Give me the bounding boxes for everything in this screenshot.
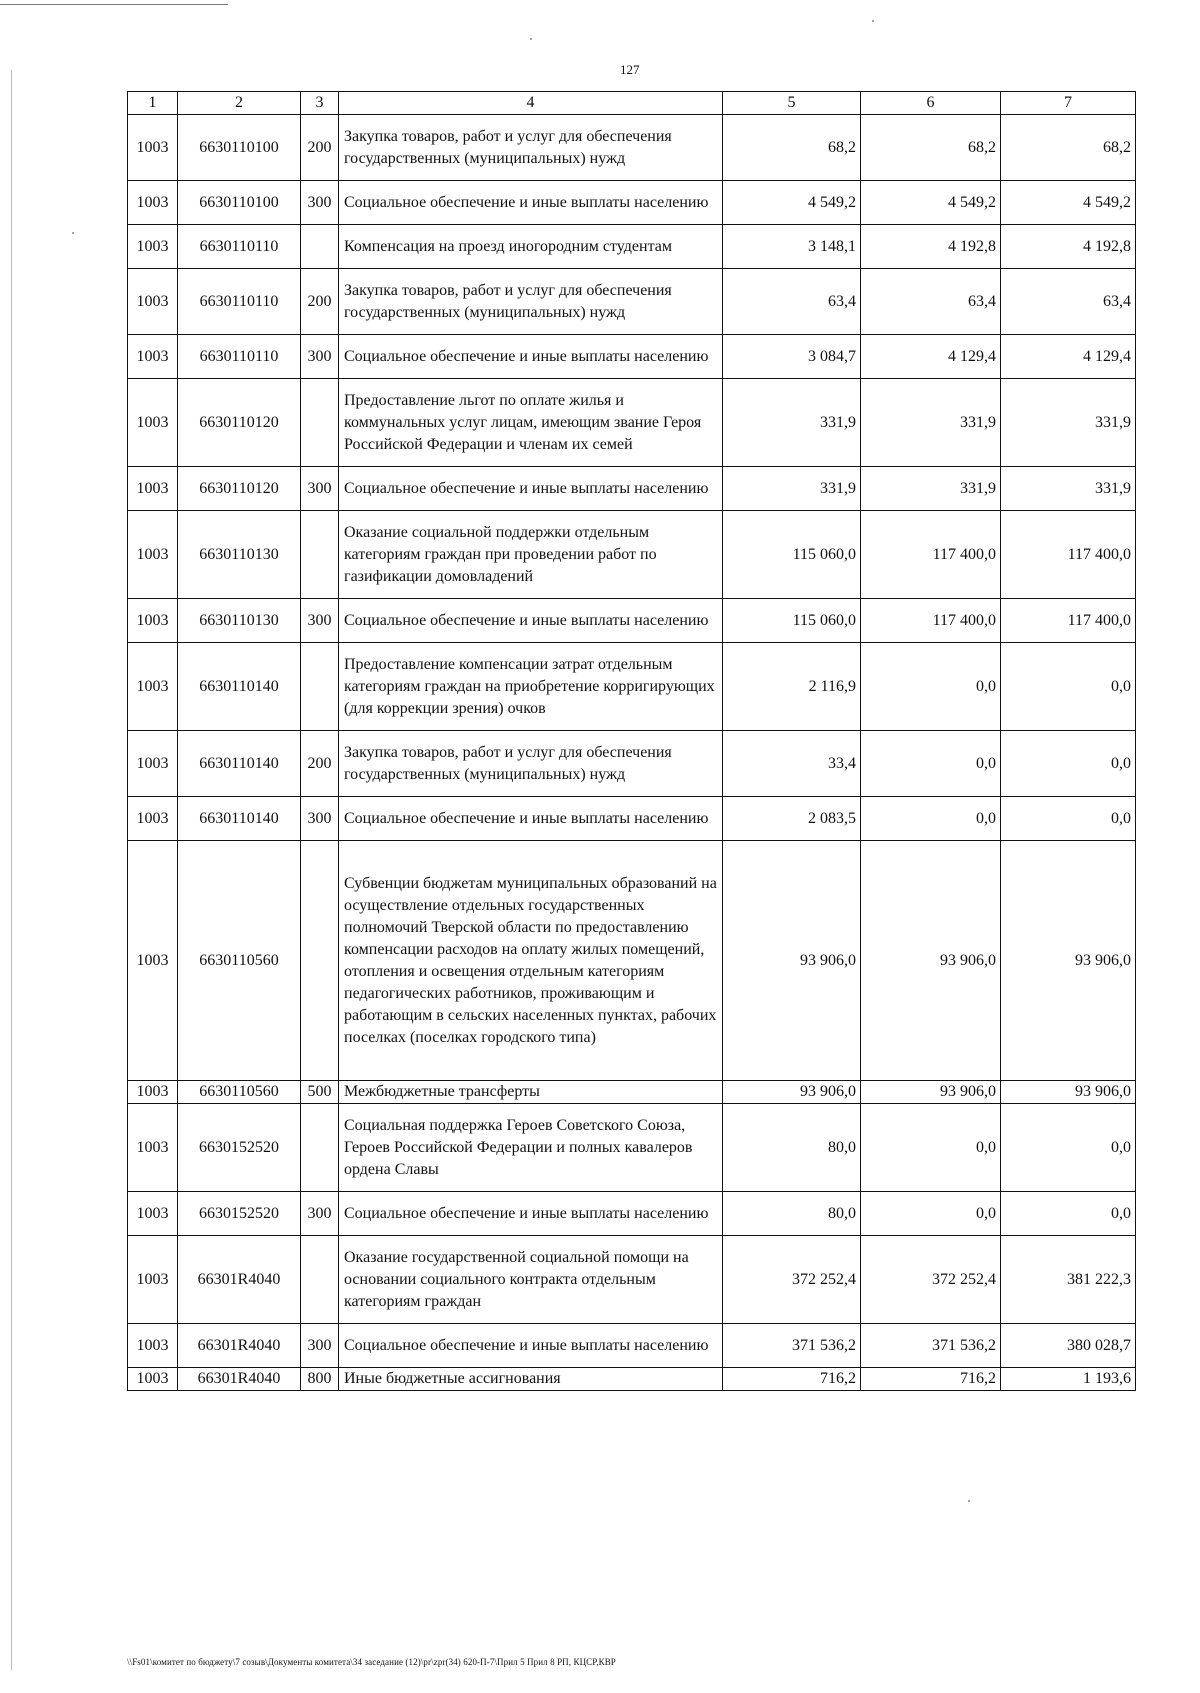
- amount-col7-cell: 0,0: [1001, 1104, 1136, 1192]
- description-cell: Закупка товаров, работ и услуг для обеспечения государственных (муниципальных) нужд: [339, 731, 723, 797]
- amount-col6-cell: 4 192,8: [861, 225, 1001, 269]
- file-path-footer: \\Fs01\комитет по бюджету\7 созыв\Документы комитета\34 заседание (12)\pr\zpr(34) 620-П-7\Прил 5 Прил 8 РП, КЦСР,КВР: [127, 1657, 616, 1667]
- amount-col6-cell: 0,0: [861, 731, 1001, 797]
- table-row: [128, 731, 1136, 797]
- target-article-cell: 6630110140: [178, 731, 301, 797]
- section-code-cell: 1003: [128, 599, 178, 643]
- description-cell: Субвенции бюджетам муниципальных образований на осуществление отдельных государственных полномочий Тверской области по предоставлению компенсации расходов на оплату жилых помещений, отопления и освещения отдельным категориям педагогических работников, проживающим и работающим в сельских населенных пунктах, рабочих поселках (поселках городского типа): [339, 841, 723, 1081]
- amount-col6-cell: 0,0: [861, 797, 1001, 841]
- amount-col5-cell: 93 906,0: [723, 841, 861, 1081]
- amount-col5-cell: 371 536,2: [723, 1324, 861, 1368]
- expense-type-cell: 800: [301, 1368, 339, 1391]
- section-code-cell: 1003: [128, 379, 178, 467]
- header-cell: 2: [178, 92, 301, 115]
- section-code-cell: 1003: [128, 115, 178, 181]
- section-code-cell: 1003: [128, 269, 178, 335]
- table-row: [128, 599, 1136, 643]
- amount-col6-cell: 331,9: [861, 467, 1001, 511]
- scan-speck: [72, 232, 74, 234]
- scan-speck: [530, 38, 532, 40]
- description-cell: Социальное обеспечение и иные выплаты населению: [339, 1324, 723, 1368]
- target-article-cell: 66301R4040: [178, 1368, 301, 1391]
- amount-col5-cell: 80,0: [723, 1104, 861, 1192]
- expense-type-cell: [301, 379, 339, 467]
- table-row: [128, 225, 1136, 269]
- header-cell: 4: [339, 92, 723, 115]
- target-article-cell: 6630110120: [178, 467, 301, 511]
- amount-col7-cell: 0,0: [1001, 643, 1136, 731]
- table-row: [128, 269, 1136, 335]
- amount-col6-cell: 117 400,0: [861, 511, 1001, 599]
- target-article-cell: 6630110560: [178, 1081, 301, 1104]
- section-code-cell: 1003: [128, 1192, 178, 1236]
- expense-type-cell: [301, 1236, 339, 1324]
- amount-col7-cell: 4 129,4: [1001, 335, 1136, 379]
- expense-type-cell: 300: [301, 181, 339, 225]
- amount-col5-cell: 115 060,0: [723, 599, 861, 643]
- expense-type-cell: 200: [301, 269, 339, 335]
- amount-col6-cell: 0,0: [861, 643, 1001, 731]
- section-code-cell: 1003: [128, 1236, 178, 1324]
- amount-col7-cell: 381 222,3: [1001, 1236, 1136, 1324]
- amount-col6-cell: 371 536,2: [861, 1324, 1001, 1368]
- amount-col5-cell: 80,0: [723, 1192, 861, 1236]
- amount-col7-cell: 63,4: [1001, 269, 1136, 335]
- target-article-cell: 66301R4040: [178, 1236, 301, 1324]
- expense-type-cell: [301, 1104, 339, 1192]
- budget-table: [127, 91, 1136, 1391]
- target-article-cell: 6630110140: [178, 643, 301, 731]
- description-cell: Социальное обеспечение и иные выплаты населению: [339, 181, 723, 225]
- target-article-cell: 6630152520: [178, 1104, 301, 1192]
- section-code-cell: 1003: [128, 731, 178, 797]
- amount-col7-cell: 0,0: [1001, 1192, 1136, 1236]
- table-row: [128, 1104, 1136, 1192]
- amount-col5-cell: 2 083,5: [723, 797, 861, 841]
- amount-col5-cell: 331,9: [723, 467, 861, 511]
- expense-type-cell: [301, 643, 339, 731]
- description-cell: Оказание социальной поддержки отдельным категориям граждан при проведении работ по газификации домовладений: [339, 511, 723, 599]
- amount-col7-cell: 4 192,8: [1001, 225, 1136, 269]
- scan-speck: [968, 1500, 970, 1502]
- target-article-cell: 6630110110: [178, 269, 301, 335]
- header-row: [128, 92, 1136, 115]
- section-code-cell: 1003: [128, 335, 178, 379]
- amount-col6-cell: 93 906,0: [861, 1081, 1001, 1104]
- section-code-cell: 1003: [128, 797, 178, 841]
- amount-col5-cell: 331,9: [723, 379, 861, 467]
- amount-col7-cell: 380 028,7: [1001, 1324, 1136, 1368]
- target-article-cell: 6630110110: [178, 225, 301, 269]
- amount-col6-cell: 0,0: [861, 1104, 1001, 1192]
- amount-col6-cell: 331,9: [861, 379, 1001, 467]
- section-code-cell: 1003: [128, 181, 178, 225]
- amount-col7-cell: 1 193,6: [1001, 1368, 1136, 1391]
- amount-col5-cell: 115 060,0: [723, 511, 861, 599]
- amount-col7-cell: 0,0: [1001, 797, 1136, 841]
- table-row: [128, 797, 1136, 841]
- scan-speck: [872, 20, 874, 22]
- target-article-cell: 66301R4040: [178, 1324, 301, 1368]
- target-article-cell: 6630110140: [178, 797, 301, 841]
- expense-type-cell: [301, 841, 339, 1081]
- description-cell: Иные бюджетные ассигнования: [339, 1368, 723, 1391]
- page-number: 127: [620, 62, 640, 77]
- amount-col7-cell: 4 549,2: [1001, 181, 1136, 225]
- description-cell: Предоставление компенсации затрат отдельным категориям граждан на приобретение корригирующих (для коррекции зрения) очков: [339, 643, 723, 731]
- scan-top-line: [0, 4, 228, 5]
- target-article-cell: 6630110120: [178, 379, 301, 467]
- amount-col7-cell: 117 400,0: [1001, 511, 1136, 599]
- description-cell: Закупка товаров, работ и услуг для обеспечения государственных (муниципальных) нужд: [339, 115, 723, 181]
- description-cell: Межбюджетные трансферты: [339, 1081, 723, 1104]
- table-row: [128, 643, 1136, 731]
- amount-col6-cell: 0,0: [861, 1192, 1001, 1236]
- amount-col5-cell: 372 252,4: [723, 1236, 861, 1324]
- section-code-cell: 1003: [128, 467, 178, 511]
- amount-col5-cell: 63,4: [723, 269, 861, 335]
- amount-col6-cell: 117 400,0: [861, 599, 1001, 643]
- table-row: [128, 181, 1136, 225]
- scan-left-margin-line: [11, 70, 12, 1670]
- amount-col5-cell: 3 148,1: [723, 225, 861, 269]
- section-code-cell: 1003: [128, 643, 178, 731]
- amount-col6-cell: 4 129,4: [861, 335, 1001, 379]
- amount-col7-cell: 117 400,0: [1001, 599, 1136, 643]
- table-row: [128, 115, 1136, 181]
- amount-col7-cell: 331,9: [1001, 379, 1136, 467]
- table-row: [128, 511, 1136, 599]
- description-cell: Социальное обеспечение и иные выплаты населению: [339, 335, 723, 379]
- description-cell: Оказание государственной социальной помощи на основании социального контракта отдельным категориям граждан: [339, 1236, 723, 1324]
- section-code-cell: 1003: [128, 225, 178, 269]
- expense-type-cell: 300: [301, 467, 339, 511]
- section-code-cell: 1003: [128, 511, 178, 599]
- expense-type-cell: 300: [301, 1192, 339, 1236]
- table-row: [128, 335, 1136, 379]
- section-code-cell: 1003: [128, 1324, 178, 1368]
- target-article-cell: 6630110110: [178, 335, 301, 379]
- amount-col6-cell: 93 906,0: [861, 841, 1001, 1081]
- amount-col7-cell: 331,9: [1001, 467, 1136, 511]
- expense-type-cell: 500: [301, 1081, 339, 1104]
- expense-type-cell: [301, 511, 339, 599]
- section-code-cell: 1003: [128, 1081, 178, 1104]
- section-code-cell: 1003: [128, 841, 178, 1081]
- amount-col6-cell: 68,2: [861, 115, 1001, 181]
- header-cell: 3: [301, 92, 339, 115]
- amount-col6-cell: 372 252,4: [861, 1236, 1001, 1324]
- amount-col7-cell: 93 906,0: [1001, 1081, 1136, 1104]
- header-cell: 7: [1001, 92, 1136, 115]
- header-cell: 6: [861, 92, 1001, 115]
- amount-col5-cell: 4 549,2: [723, 181, 861, 225]
- target-article-cell: 6630110130: [178, 599, 301, 643]
- amount-col5-cell: 2 116,9: [723, 643, 861, 731]
- expense-type-cell: 200: [301, 731, 339, 797]
- table-row: [128, 1236, 1136, 1324]
- description-cell: Социальное обеспечение и иные выплаты населению: [339, 1192, 723, 1236]
- table-row: [128, 1192, 1136, 1236]
- section-code-cell: 1003: [128, 1104, 178, 1192]
- amount-col5-cell: 68,2: [723, 115, 861, 181]
- description-cell: Закупка товаров, работ и услуг для обеспечения государственных (муниципальных) нужд: [339, 269, 723, 335]
- section-code-cell: 1003: [128, 1368, 178, 1391]
- amount-col6-cell: 716,2: [861, 1368, 1001, 1391]
- target-article-cell: 6630110130: [178, 511, 301, 599]
- description-cell: Социальное обеспечение и иные выплаты населению: [339, 797, 723, 841]
- expense-type-cell: 300: [301, 599, 339, 643]
- description-cell: Компенсация на проезд иногородним студентам: [339, 225, 723, 269]
- table-row: [128, 1324, 1136, 1368]
- expense-type-cell: 300: [301, 1324, 339, 1368]
- target-article-cell: 6630110100: [178, 181, 301, 225]
- target-article-cell: 6630152520: [178, 1192, 301, 1236]
- description-cell: Социальная поддержка Героев Советского Союза, Героев Российской Федерации и полных кавалеров ордена Славы: [339, 1104, 723, 1192]
- table-row: [128, 467, 1136, 511]
- amount-col6-cell: 4 549,2: [861, 181, 1001, 225]
- expense-type-cell: [301, 225, 339, 269]
- target-article-cell: 6630110560: [178, 841, 301, 1081]
- amount-col7-cell: 0,0: [1001, 731, 1136, 797]
- header-cell: 1: [128, 92, 178, 115]
- target-article-cell: 6630110100: [178, 115, 301, 181]
- amount-col7-cell: 93 906,0: [1001, 841, 1136, 1081]
- description-cell: Социальное обеспечение и иные выплаты населению: [339, 599, 723, 643]
- amount-col5-cell: 33,4: [723, 731, 861, 797]
- amount-col5-cell: 716,2: [723, 1368, 861, 1391]
- expense-type-cell: 200: [301, 115, 339, 181]
- amount-col6-cell: 63,4: [861, 269, 1001, 335]
- table-row: [128, 1081, 1136, 1104]
- expense-type-cell: 300: [301, 335, 339, 379]
- expense-type-cell: 300: [301, 797, 339, 841]
- amount-col7-cell: 68,2: [1001, 115, 1136, 181]
- table-row: [128, 841, 1136, 1081]
- amount-col5-cell: 93 906,0: [723, 1081, 861, 1104]
- amount-col5-cell: 3 084,7: [723, 335, 861, 379]
- table-row: [128, 1368, 1136, 1391]
- description-cell: Социальное обеспечение и иные выплаты населению: [339, 467, 723, 511]
- description-cell: Предоставление льгот по оплате жилья и коммунальных услуг лицам, имеющим звание Героя Российской Федерации и членам их семей: [339, 379, 723, 467]
- header-cell: 5: [723, 92, 861, 115]
- table-row: [128, 379, 1136, 467]
